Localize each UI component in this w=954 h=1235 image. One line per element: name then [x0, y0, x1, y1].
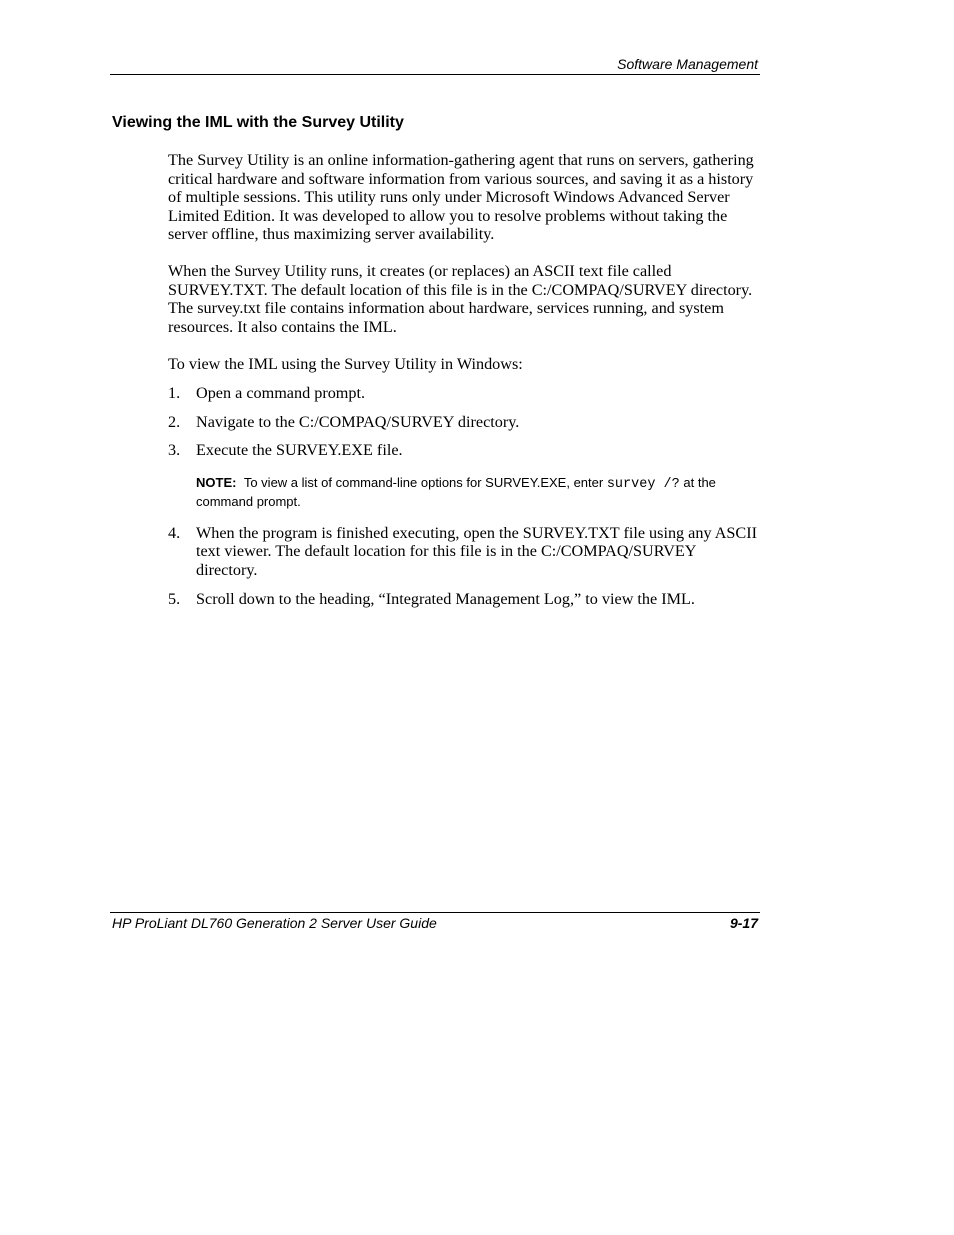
- step-number: 2.: [168, 412, 181, 431]
- note-label: NOTE:: [196, 474, 237, 490]
- page-number: 9-17: [729, 915, 758, 931]
- step-number: 4.: [168, 523, 181, 542]
- list-item: [168, 413, 760, 432]
- footer-guide-title: HP ProLiant DL760 Generation 2 Server User Guide: [112, 915, 437, 931]
- procedure-steps-continued: [168, 524, 760, 608]
- survey-file-paragraph: When the Survey Utility runs, it creates (or replaces) an ASCII text file called SURVEY.TXT. The default location of this file is in the C:/COMPAQ/SURVEY directory. The survey.txt file contains information about hardware, services running, and system resources. It also contains the IML.: [168, 261, 753, 336]
- list-item: [168, 441, 760, 460]
- note-text-after: at the command prompt.: [196, 474, 716, 509]
- step-text: Open a command prompt.: [196, 383, 366, 402]
- step-number: 1.: [168, 383, 181, 402]
- step-text: Execute the SURVEY.EXE file.: [196, 441, 403, 460]
- body-content: [168, 151, 760, 618]
- list-item: [168, 590, 760, 609]
- step-text: When the program is finished executing, open the SURVEY.TXT file using any ASCII text viewer. The default location for this file is in the C:/COMPAQ/SURVEY directory.: [196, 523, 757, 579]
- note-command-code: survey /?: [606, 476, 680, 492]
- section-heading: Viewing the IML with the Survey Utility: [112, 114, 404, 131]
- note-text-before: To view a list of command-line options for SURVEY.EXE, enter: [243, 474, 604, 490]
- footer-rule: [110, 912, 760, 913]
- intro-paragraph: The Survey Utility is an online information-gathering agent that runs on servers, gathering critical hardware and software information from various sources, and saving it as a history of multiple sessions. This utility runs only under Microsoft Windows Advanced Server Limited Edition. It was developed to allow you to resolve problems without taking the server offline, thus maximizing server availability.: [168, 151, 754, 244]
- step-number: 3.: [168, 441, 181, 460]
- list-item: [168, 384, 760, 403]
- step-text: Navigate to the C:/COMPAQ/SURVEY directory.: [196, 412, 520, 431]
- header-rule: [110, 74, 760, 75]
- list-item: [168, 524, 760, 580]
- procedure-steps: [168, 384, 760, 460]
- procedure-intro: To view the IML using the Survey Utility in Windows:: [168, 355, 523, 374]
- running-header: Software Management: [617, 56, 758, 72]
- step-text: Scroll down to the heading, “Integrated Management Log,” to view the IML.: [196, 589, 695, 608]
- note-box: [196, 474, 760, 510]
- step-number: 5.: [168, 589, 181, 608]
